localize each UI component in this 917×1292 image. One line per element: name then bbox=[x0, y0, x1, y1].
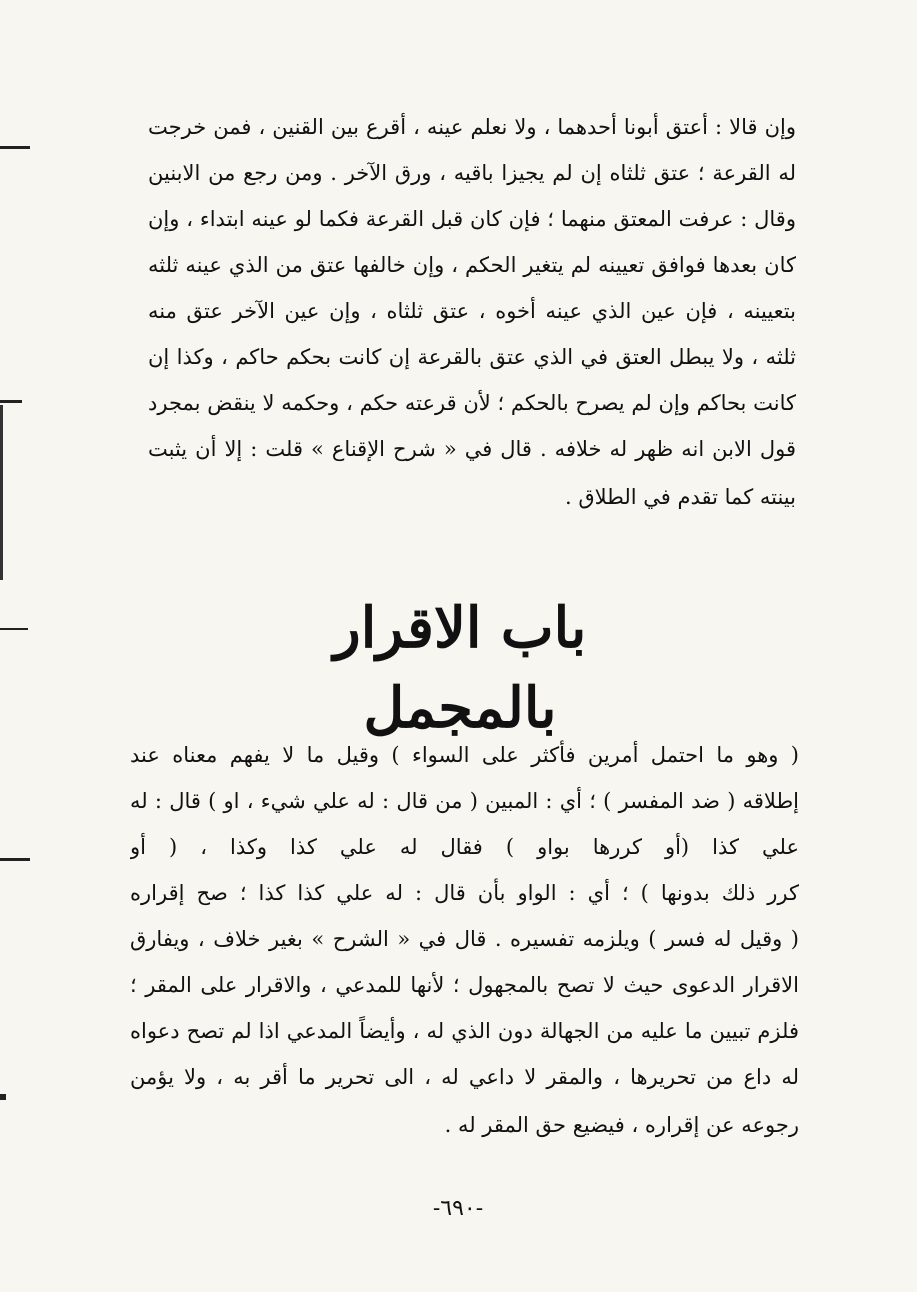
text-line: كان بعدها فوافق تعيينه لم يتغير الحكم ، وإن خالفها عتق من الذي عينه ثلثه bbox=[148, 253, 796, 277]
text-line: الاقرار الدعوى حيث لا تصح بالمجهول ؛ لأنها للمدعي ، والاقرار على المقر ؛ bbox=[130, 973, 799, 997]
text-line: إطلاقه ( ضد المفسر ) ؛ أي : المبين ( من قال : له علي شيء ، او ) قال : له bbox=[130, 789, 799, 813]
text-line: بينته كما تقدم في الطلاق . bbox=[564, 485, 796, 509]
margin-mark bbox=[0, 628, 28, 630]
text-line: له القرعة ؛ عتق ثلثاه إن لم يجيزا باقيه ، ورق الآخر . ومن رجع من الابنين bbox=[148, 161, 796, 185]
text-line: وإن قالا : أعتق أبونا أحدهما ، ولا نعلم عينه ، أقرع بين القنين ، فمن خرجت bbox=[148, 115, 796, 139]
text-line: كرر ذلك بدونها ) ؛ أي : الواو بأن قال : له علي كذا كذا ؛ صح إقراره bbox=[130, 881, 799, 905]
margin-mark bbox=[0, 400, 22, 403]
binding-edge-line bbox=[0, 405, 3, 580]
text-line: وقال : عرفت المعتق منهما ؛ فإن كان قبل القرعة فكما لو عينه ابتداء ، وإن bbox=[148, 207, 796, 231]
text-line: فلزم تبيين ما عليه من الجهالة دون الذي له ، وأيضاً المدعي اذا لم تصح دعواه bbox=[130, 1019, 799, 1043]
margin-dot bbox=[0, 1094, 6, 1100]
text-line: رجوعه عن إقراره ، فيضيع حق المقر له . bbox=[444, 1113, 799, 1137]
text-line: ثلثه ، ولا يبطل العتق في الذي عتق بالقرعة إن كانت بحكم حاكم ، وكذا إن bbox=[148, 345, 796, 369]
text-line: علي كذا (أو كررها بواو ) فقال له علي كذا وكذا ، ( أو bbox=[130, 835, 799, 859]
margin-mark bbox=[0, 146, 30, 149]
text-line: بتعيينه ، فإن عين الذي عينه أخوه ، عتق ثلثاه ، وإن عين الآخر عتق منه bbox=[148, 299, 796, 323]
text-line: ( وهو ما احتمل أمرين فأكثر على السواء ) وقيل ما لا يفهم معناه عند bbox=[130, 743, 799, 767]
text-line: ( وقيل له فسر ) ويلزمه تفسيره . قال في « الشرح » بغير خلاف ، ويفارق bbox=[130, 927, 799, 951]
text-line: له داع من تحريرها ، والمقر لا داعي له ، الى تحرير ما أقر به ، ولا يؤمن bbox=[130, 1065, 799, 1089]
page-number: -٦٩٠- bbox=[432, 1196, 484, 1221]
text-line: قول الابن انه ظهر له خلافه . قال في « شرح الإقناع » قلت : إلا أن يثبت bbox=[148, 437, 796, 461]
chapter-heading: باب الاقرار بالمجمل bbox=[333, 595, 587, 741]
margin-mark bbox=[0, 858, 30, 861]
text-line: كانت بحاكم وإن لم يصرح بالحكم ؛ لأن قرعته حكم ، وحكمه لا ينقض بمجرد bbox=[148, 391, 796, 415]
